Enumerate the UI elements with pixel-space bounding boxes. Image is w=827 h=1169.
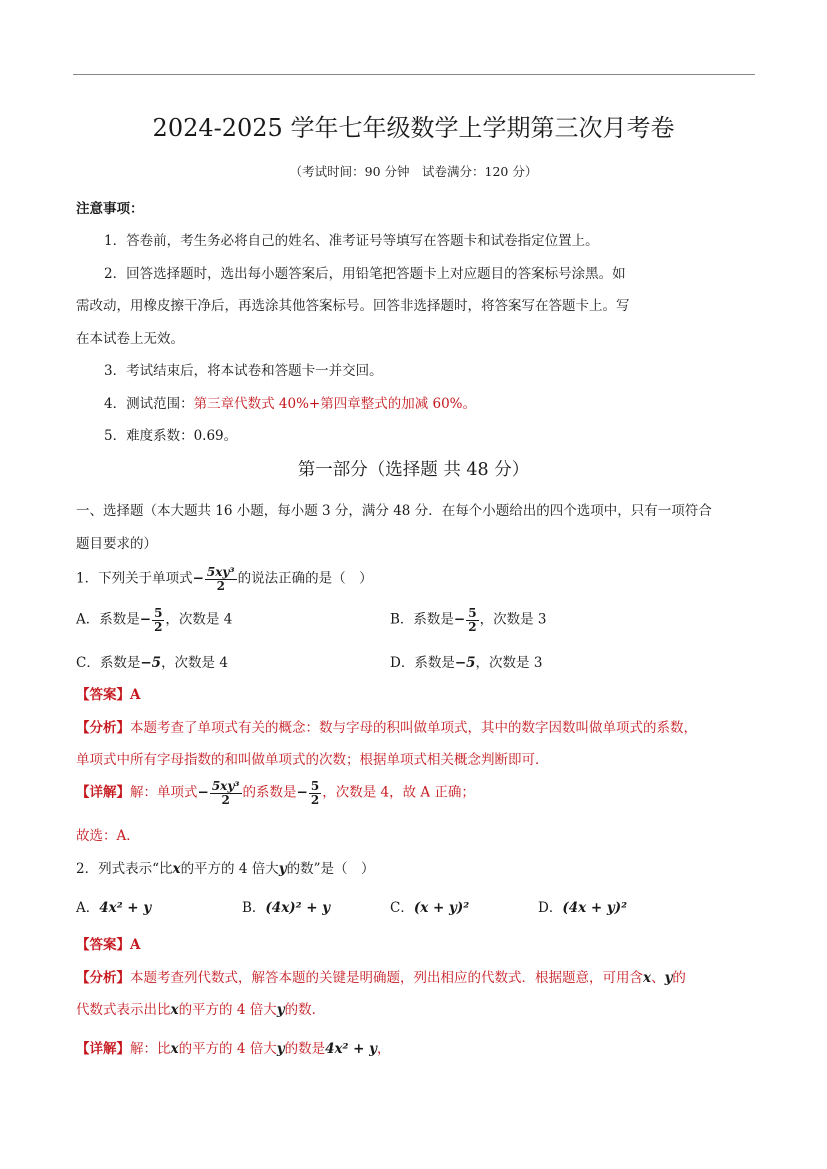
q2-analysis-l2-x: x: [170, 1002, 179, 1018]
q1-detail-sign-2: −: [296, 784, 308, 801]
section-intro-line-1: 一、选择题（本大题共 16 小题，每小题 3 分，满分 48 分．在每个小题给出的四个选项中，只有一项符合: [76, 503, 712, 519]
q1-monomial-num: 5xy³: [206, 565, 235, 579]
q2-detail-expr: 4x² + y: [325, 1041, 378, 1057]
note-2-line-2: 需改动，用橡皮擦干净后，再选涂其他答案标号。回答非选择题时，将答案写在答题卡上。写: [76, 298, 630, 314]
q1-option-c[interactable]: [76, 651, 228, 671]
note-2-line-1: 2．回答选择题时，选出每小题答案后，用铅笔把答题卡上对应题目的答案标号涂黑。如: [104, 266, 626, 282]
q2-detail-text-c: 的数是: [284, 1041, 326, 1057]
q2-analysis-l2-a: 代数式表示出比: [76, 1002, 171, 1018]
q2-detail-x: x: [170, 1041, 179, 1057]
q1-option-b-degree: ，次数是 3: [479, 611, 547, 628]
q1-detail-tag: 【详解】: [76, 784, 130, 801]
q1-option-d-value: −5: [454, 655, 476, 671]
q1-option-a-sign: −: [139, 611, 152, 628]
q2-analysis-y: y: [664, 970, 673, 986]
q2-detail-text-b: 的平方的 4 倍大: [178, 1041, 277, 1057]
q2-analysis-l2-c: 的数．: [284, 1002, 326, 1018]
q1-detail-text-c: ，次数是 4，故 A 正确；: [322, 784, 475, 801]
exam-info: （考试时间：90 分钟 试卷满分：120 分）: [289, 164, 538, 179]
notes-heading: 注意事项：: [76, 201, 144, 217]
q1-option-b[interactable]: [390, 607, 546, 633]
q2-option-a-expr: 4x² + y: [99, 900, 152, 916]
q2-analysis-x: x: [643, 970, 652, 986]
q2-option-d[interactable]: [538, 896, 627, 916]
q1-detail-den: 2: [221, 792, 230, 807]
q1-option-b-num: 5: [468, 606, 477, 620]
q2-stem-c: 的数”是（ ）: [286, 861, 375, 877]
q1-option-a[interactable]: [76, 607, 232, 633]
q1-option-b-label: B．系数是: [390, 611, 454, 628]
q2-stem-b: 的平方的 4 倍大: [180, 861, 279, 877]
q2-analysis-sep: 、: [651, 970, 665, 986]
q1-option-c-degree: ，次数是 4: [161, 655, 228, 671]
q1-option-b-fraction: [466, 607, 478, 633]
section-title: 第一部分（选择题 共 48 分）: [297, 460, 530, 480]
q1-detail-text-a: 解：单项式: [130, 784, 198, 801]
q2-option-d-label: D．: [538, 900, 563, 916]
q1-detail-text-b: 的系数是: [242, 784, 297, 801]
q2-stem-a: 2．列式表示“比: [76, 861, 173, 877]
q1-monomial: [205, 566, 237, 592]
q2-option-c[interactable]: [390, 896, 469, 916]
q2-analysis-l2-b: 的平方的 4 倍大: [178, 1002, 277, 1018]
note-5: 5．难度系数：0.69。: [104, 428, 238, 444]
q2-option-a[interactable]: [76, 896, 151, 916]
q1-conclusion: 故选：A．: [76, 828, 140, 844]
q2-option-a-label: A．: [76, 900, 100, 916]
note-4-prefix: 4．测试范围：: [104, 396, 194, 412]
q1-option-d-degree: ，次数是 3: [475, 655, 543, 671]
q2-option-b-label: B．: [242, 900, 266, 916]
q1-option-b-den: 2: [468, 619, 477, 634]
q1-option-d-label: D．系数是: [390, 655, 455, 671]
q1-option-a-den: 2: [154, 619, 163, 634]
q1-detail-sign: −: [197, 784, 209, 801]
q2-analysis-line-2: [76, 998, 325, 1018]
q1-sign: −: [192, 570, 204, 587]
q2-analysis-tag: 【分析】: [76, 970, 130, 986]
q1-option-a-degree: ，次数是 4: [165, 611, 233, 628]
q1-option-c-value: −5: [140, 655, 162, 671]
q1-option-a-num: 5: [154, 606, 163, 620]
q2-stem-y: y: [278, 861, 287, 877]
header-rule: [73, 74, 755, 75]
q2-detail-text-d: ，: [377, 1041, 391, 1057]
page-title: 2024-2025 学年七年级数学上学期第三次月考卷: [152, 114, 675, 142]
q2-option-d-expr: (4x + y)²: [562, 900, 628, 916]
q2-analysis-text-a: 本题考查列代数式，解答本题的关键是明确题，列出相应的代数式．根据题意，可用含: [130, 970, 643, 986]
q1-detail-monomial: [210, 780, 242, 806]
q2-detail-tag: 【详解】: [76, 1041, 130, 1057]
q1-option-a-label: A．系数是: [76, 611, 140, 628]
q2-analysis-line-1: [76, 966, 686, 986]
q2-option-b-expr: (4x)² + y: [265, 900, 331, 916]
section-intro-line-2: 题目要求的）: [76, 536, 157, 552]
q1-answer: 【答案】A: [76, 687, 141, 703]
question-2-stem: [76, 857, 375, 877]
q2-analysis-l2-y: y: [276, 1002, 285, 1018]
q1-analysis-line-1: [76, 716, 697, 736]
q2-detail-y: y: [276, 1041, 285, 1057]
q1-suffix: 的说法正确的是（ ）: [237, 570, 373, 587]
note-2-line-3: 在本试卷上无效。: [76, 331, 184, 347]
q1-detail-num-2: 5: [310, 779, 320, 793]
q2-option-c-label: C．: [390, 900, 414, 916]
q2-option-c-expr: (x + y)²: [413, 900, 470, 916]
q1-monomial-den: 2: [216, 578, 225, 593]
q1-analysis-line-2: 单项式中所有字母指数的和叫做单项式的次数；根据单项式相关概念判断即可．: [76, 752, 549, 768]
note-1: 1．答卷前，考生务必将自己的姓名、准考证号等填写在答题卡和试卷指定位置上。: [104, 233, 599, 249]
question-1-stem: [76, 566, 373, 592]
q2-stem-x: x: [172, 861, 181, 877]
q2-detail: [76, 1037, 391, 1057]
q2-analysis-text-b: 的: [672, 970, 686, 986]
q1-detail-coefficient: [309, 780, 321, 806]
q1-option-a-fraction: [152, 607, 164, 633]
q1-prefix: 1．下列关于单项式: [76, 570, 193, 587]
q2-option-b[interactable]: [242, 896, 330, 916]
q1-detail: [76, 780, 475, 806]
q1-detail-num: 5xy³: [211, 779, 240, 793]
q1-option-c-label: C．系数是: [76, 655, 141, 671]
q2-answer: 【答案】A: [76, 937, 141, 953]
note-3: 3．考试结束后，将本试卷和答题卡一并交回。: [104, 363, 383, 379]
q1-option-d[interactable]: [390, 651, 542, 671]
test-range: 第三章代数式 40%+第四章整式的加减 60%。: [193, 396, 476, 412]
q2-detail-text-a: 解：比: [130, 1041, 171, 1057]
q1-analysis-text-1: 本题考查了单项式有关的概念：数与字母的积叫做单项式，其中的数字因数叫做单项式的系数，: [130, 720, 697, 736]
note-4: [104, 392, 476, 412]
q1-detail-den-2: 2: [310, 792, 320, 807]
q1-option-b-sign: −: [453, 611, 466, 628]
q1-analysis-tag: 【分析】: [76, 720, 130, 736]
